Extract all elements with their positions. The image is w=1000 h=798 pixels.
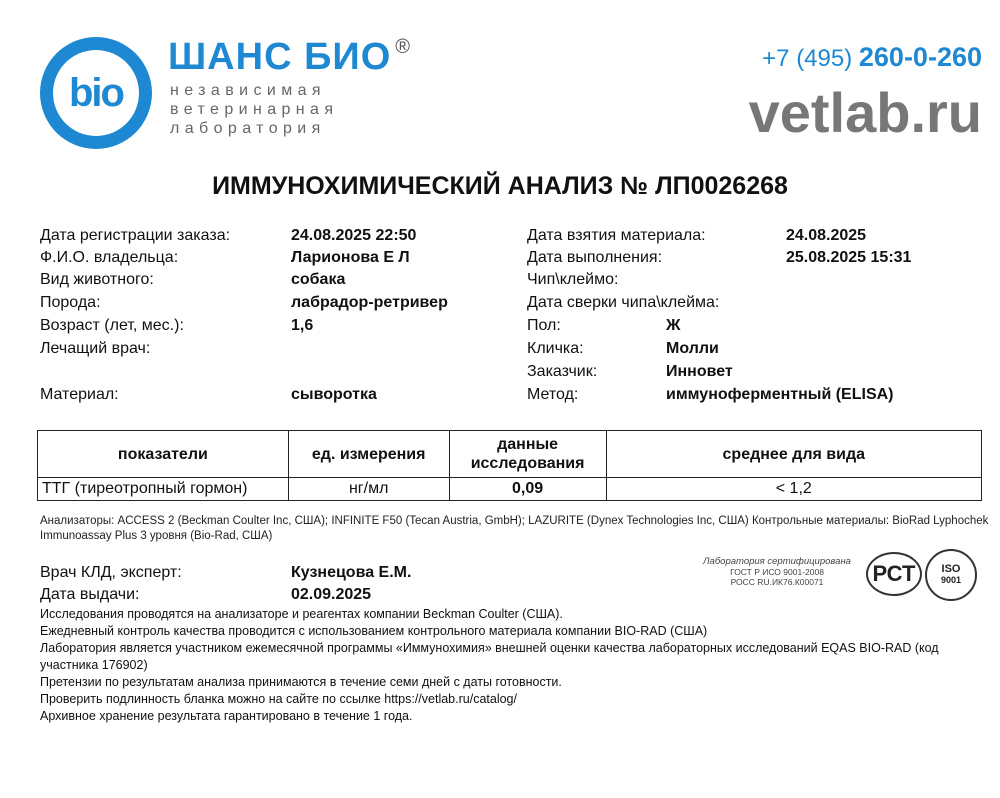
sample-date-value: 24.08.2025 (786, 227, 867, 244)
pet-name-value: Молли (666, 340, 719, 357)
species-value: собака (291, 271, 346, 288)
header-indicator: показатели (38, 431, 289, 478)
chip-label: Чип\клеймо: (527, 271, 619, 288)
iso-mark-text: ISO (941, 563, 961, 575)
expert-label: Врач КЛД, эксперт: (40, 564, 182, 581)
note-line: Проверить подлинность бланка можно на сайте по ссылке https://vetlab.ru/catalog/ (40, 692, 517, 706)
issue-date-value: 02.09.2025 (291, 586, 372, 603)
iso-mark-number: 9001 (940, 575, 962, 585)
brand-line-2: ветеринарная (170, 101, 339, 118)
registered-mark: ® (395, 36, 412, 58)
customer-value: Инновет (666, 363, 733, 380)
cell-unit: нг/мл (288, 478, 449, 501)
brand-name (168, 36, 411, 79)
doctor-label: Лечащий врач: (40, 340, 151, 357)
sex-value: Ж (666, 317, 681, 334)
results-table (37, 430, 982, 501)
owner-label: Ф.И.О. владельца: (40, 249, 179, 266)
note-line: Исследования проводятся на анализаторе и реагентах компании Beckman Coulter (США). (40, 607, 563, 621)
iso-certification-mark (925, 549, 977, 601)
issue-date-label: Дата выдачи: (40, 586, 140, 603)
note-line: Архивное хранение результата гарантировано в течение 1 года. (40, 709, 413, 723)
method-label: Метод: (527, 386, 579, 403)
logo-text: bio (53, 50, 139, 136)
notes-block (40, 606, 950, 725)
note-line: Претензии по результатам анализа принимаются в течение семи дней с даты готовности. (40, 675, 562, 689)
brand-line-3: лаборатория (170, 120, 326, 137)
site-url: vetlab.ru (748, 81, 982, 144)
material-value: сыворотка (291, 386, 377, 403)
phone-number: 260-0-260 (858, 42, 982, 72)
age-label: Возраст (лет, мес.): (40, 317, 184, 334)
cert-line-2: ГОСТ Р ИСО 9001-2008 (730, 567, 824, 577)
pet-name-label: Кличка: (527, 340, 584, 357)
cert-line-3: РОСС RU.ИК76.К00071 (730, 577, 824, 587)
phone (762, 42, 982, 73)
analyzers-note: Анализаторы: ACCESS 2 (Beckman Coulter Inc, США); INFINITE F50 (Tecan Austria, GmbH); LAZURITE (Dynex Technologies Inc, США) Контрольные материалы: BioRad Lyphochek Immunoassay Plus 3 уровня (Bio-Rad, США) (40, 515, 989, 542)
material-label: Материал: (40, 386, 119, 403)
cell-result: 0,09 (449, 478, 606, 501)
done-date-label: Дата выполнения: (527, 249, 663, 266)
customer-label: Заказчик: (527, 363, 598, 380)
reg-date-value: 24.08.2025 22:50 (291, 227, 417, 244)
method-value: иммуноферментный (ELISA) (666, 386, 894, 403)
cell-reference: < 1,2 (606, 478, 981, 501)
sex-label: Пол: (527, 317, 561, 334)
breed-value: лабрадор-ретривер (291, 294, 448, 311)
species-label: Вид животного: (40, 271, 154, 288)
note-line: Ежедневный контроль качества проводится с использованием контрольного материала компании BIO-RAD (США) (40, 624, 708, 638)
table-row (38, 478, 982, 501)
header-reference: среднее для вида (606, 431, 981, 478)
expert-value: Кузнецова Е.М. (291, 564, 412, 581)
cell-indicator: ТТГ (тиреотропный гормон) (38, 478, 289, 501)
brand-line-1: независимая (170, 82, 326, 99)
owner-value: Ларионова Е Л (291, 249, 410, 266)
done-date-value: 25.08.2025 15:31 (786, 249, 912, 266)
chip-check-label: Дата сверки чипа\клейма: (527, 294, 720, 311)
phone-prefix: +7 (495) (762, 45, 853, 72)
certification-block (682, 557, 872, 587)
document-title: ИММУНОХИМИЧЕСКИЙ АНАЛИЗ № ЛП0026268 (212, 172, 788, 200)
cert-line-1: Лаборатория сертифицирована (703, 556, 851, 567)
header-unit: ед. измерения (288, 431, 449, 478)
header-result-text: данные исследования (470, 436, 585, 472)
reg-date-label: Дата регистрации заказа: (40, 227, 231, 244)
age-value: 1,6 (291, 317, 314, 334)
note-line: Лаборатория является участником ежемесячной программы «Иммунохимия» внешней оценки качества лабораторных исследований EQAS BIO-RAD (код участника 176902) (40, 641, 939, 672)
breed-label: Порода: (40, 294, 101, 311)
sample-date-label: Дата взятия материала: (527, 227, 706, 244)
pct-certification-mark: РСТ (866, 552, 922, 596)
table-header-row (38, 431, 982, 478)
header-result (449, 431, 606, 478)
lab-logo (40, 37, 152, 149)
brand-name-text: ШАНС БИО (168, 36, 392, 78)
